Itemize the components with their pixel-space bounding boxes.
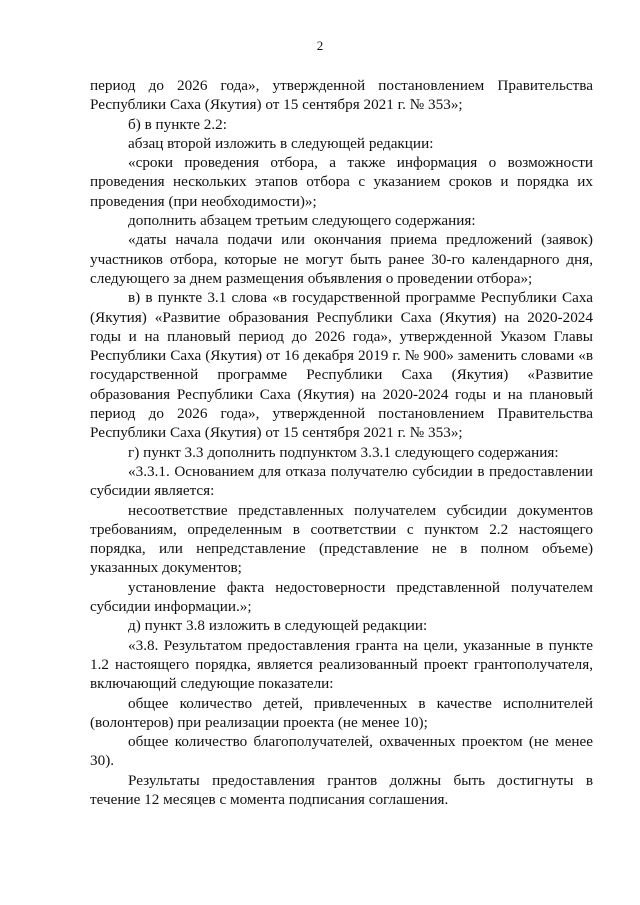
paragraph: несоответствие представленных получателем субсидии документов требованиям, определенным в соответствии с пунктом 2.2 настоящего порядка, или непредставление (представление не в полном объеме) указанных документов; [90, 501, 593, 577]
paragraph: «сроки проведения отбора, а также информация о возможности проведения нескольких этапов отбора с указанием сроков и порядка их проведения (при необходимости)»; [90, 154, 593, 210]
paragraph: Результаты предоставления грантов должны быть достигнуты в течение 12 месяцев с момента подписания соглашения. [90, 771, 593, 808]
paragraph: установление факта недостоверности представленной получателем субсидии информации.»; [90, 578, 593, 616]
paragraph: общее количество детей, привлеченных в качестве исполнителей (волонтеров) при реализации проекта (не менее 10); [90, 694, 593, 731]
document-body [90, 76, 593, 809]
paragraph: абзац второй изложить в следующей редакции: [128, 134, 434, 152]
paragraph: период до 2026 года», утвержденной постановлением Правительства Республики Саха (Якутия) от 15 сентября 2021 г. № 353»; [90, 77, 593, 114]
paragraph: «3.3.1. Основанием для отказа получателю субсидии в предоставлении субсидии является: [90, 462, 593, 500]
paragraph: д) пункт 3.8 изложить в следующей редакции: [128, 617, 428, 635]
paragraph: б) в пункте 2.2: [128, 115, 227, 133]
paragraph: дополнить абзацем третьим следующего содержания: [128, 212, 476, 230]
page-number: 2 [316, 38, 324, 53]
paragraph: «даты начала подачи или окончания приема предложений (заявок) участников отбора, которые не могут быть ранее 30-го календарного дня, следующего за днем размещения объявления о проведении отбора»; [90, 231, 593, 287]
paragraph: г) пункт 3.3 дополнить подпунктом 3.3.1 следующего содержания: [128, 443, 559, 461]
paragraph: в) в пункте 3.1 слова «в государственной программе Республики Саха (Якутия) «Развитие образования Республики Саха (Якутия) на 2020-2024 годы и на плановый период до 2026 года», утвержденной Указом Главы Республики Саха (Якутия) от 16 декабря 2019 г. № 900» заменить словами «в государственной программе Республики Саха (Якутия) «Развитие образования Республики Саха (Якутия) на 2020-2024 годы и на плановый период до 2026 года», утвержденной постановлением Правительства Республики Саха (Якутия) от 15 сентября 2021 г. № 353»; [90, 289, 593, 442]
paragraph: общее количество благополучателей, охваченных проектом (не менее 30). [90, 733, 593, 770]
paragraph: «3.8. Результатом предоставления гранта на цели, указанные в пункте 1.2 настоящего порядка, является реализованный проект грантополучателя, включающий следующие показатели: [90, 636, 593, 693]
